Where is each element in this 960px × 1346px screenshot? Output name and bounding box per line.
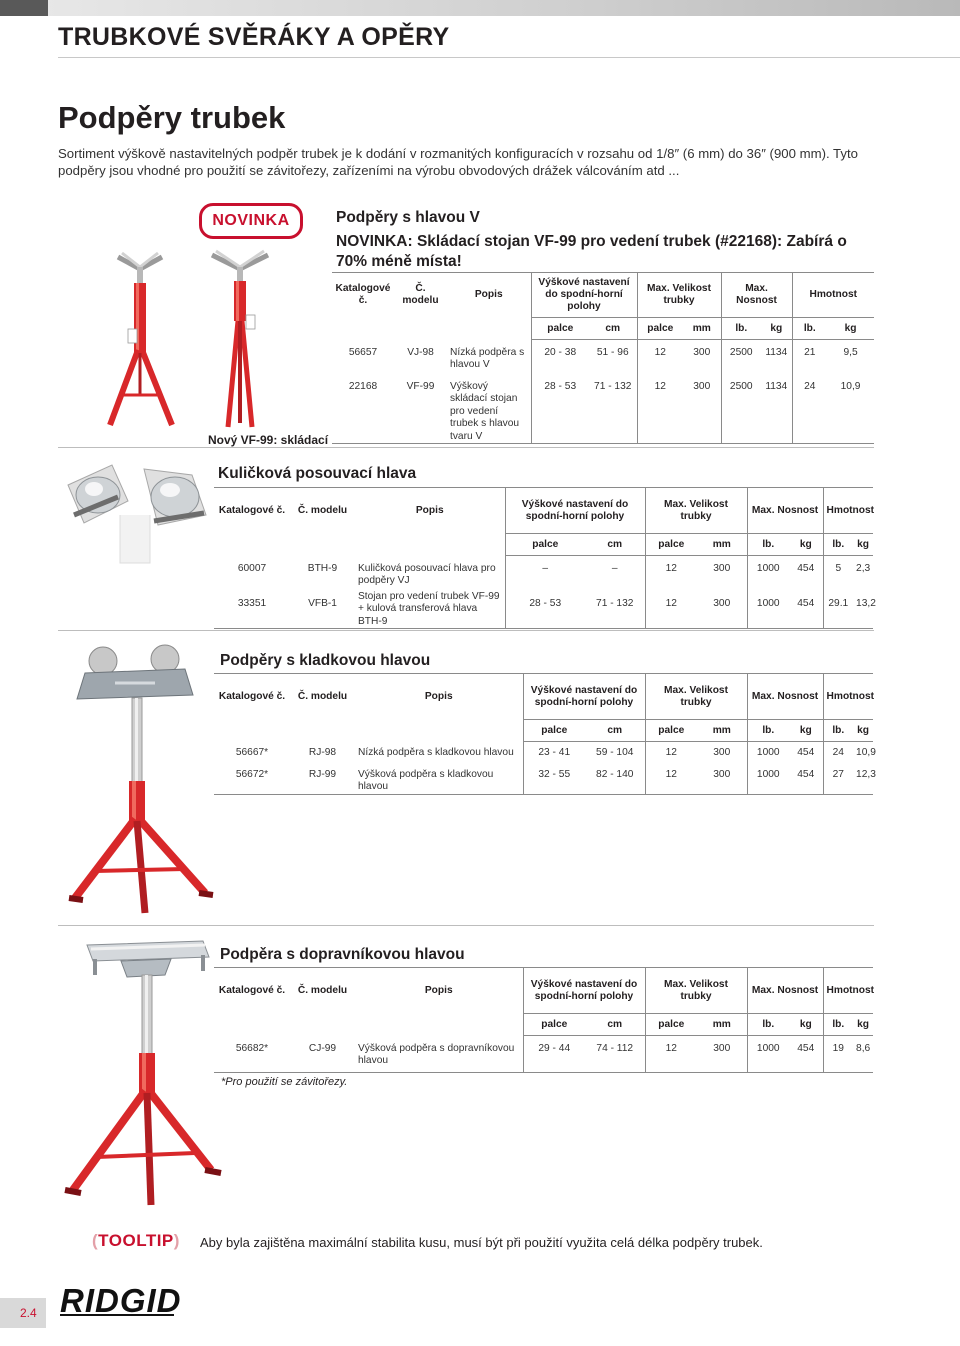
top-bar (0, 0, 960, 16)
value-cell: 12 (645, 764, 697, 795)
tooltip-label-text: TOOLTIP (98, 1231, 174, 1250)
value-cell: – (585, 556, 645, 591)
unit-cell: palce (645, 720, 697, 742)
header-description: Popis (355, 968, 523, 1014)
value-cell: 1134 (761, 375, 792, 444)
value-cell: 28 - 53 (505, 591, 585, 629)
catalog-cell: 60007 (237, 562, 267, 574)
ball-transfer-unit-left (68, 465, 128, 523)
header-weight: Hmotnost (826, 504, 875, 516)
unit-cell: lb. (747, 1014, 789, 1036)
section-divider (58, 630, 874, 631)
value-cell: 1000 (747, 1036, 789, 1073)
unit-cell: lb. (792, 318, 827, 340)
header-weight: Hmotnost (826, 690, 875, 702)
ball-transfer-unit-right (144, 469, 206, 525)
conveyor-head-table (214, 967, 873, 1073)
header-pipe-size: Max. Velikost trubky (645, 968, 747, 1014)
table-row (214, 591, 873, 629)
roller-head-illustration (77, 645, 193, 699)
vf-99-stand-illustration (212, 251, 268, 427)
value-cell: 454 (789, 764, 823, 795)
value-cell: 28 - 53 (531, 375, 589, 444)
unit-cell: kg (789, 1014, 823, 1036)
value-cell: 454 (789, 742, 823, 764)
section-divider (58, 447, 874, 448)
page-number: 2.4 (20, 1306, 37, 1320)
value-cell: 300 (697, 764, 747, 795)
header-catalog: Katalogové č. (335, 283, 391, 307)
intro-paragraph: Sortiment výškově nastavitelných podpěr trubek je k dodání v rozmanitých konfiguracích v rozsahu od 1/8″ (6 mm) do 36″ (900 mm). Tyto podpěry jsou vhodné pro použití se závitořezy, zařízeními na výrobu obvodových drážek válcováním atd ... (58, 146, 858, 178)
unit-cell: palce (645, 534, 697, 556)
tooltip-label (92, 1231, 180, 1251)
value-cell: 1000 (747, 591, 789, 629)
unit-cell: lb. (823, 720, 853, 742)
conveyor-head-title: Podpěra s dopravníkovou hlavou (220, 946, 465, 963)
header-pipe-size: Max. Velikost trubky (637, 273, 721, 318)
vj-98-stand-illustration (110, 253, 172, 425)
header-model: Č. modelu (402, 283, 439, 307)
unit-cell: palce (523, 720, 585, 742)
unit-cell: lb. (823, 534, 853, 556)
v-head-stands-image (100, 245, 280, 435)
ball-head-table (214, 487, 876, 629)
header-height: Výškové nastavení do spodní-horní polohy (505, 488, 645, 534)
ridgid-logo (58, 1282, 182, 1319)
value-cell: 300 (697, 1036, 747, 1073)
unit-cell: kg (827, 318, 874, 340)
header-model: Č. modelu (297, 984, 348, 996)
value-cell: 82 - 140 (585, 764, 645, 795)
model-cell: VJ-98 (407, 346, 434, 358)
value-cell: 71 - 132 (589, 375, 637, 444)
unit-cell: palce (531, 318, 589, 340)
value-cell: 23 - 41 (538, 747, 571, 758)
value-cell: 300 (683, 375, 721, 444)
value-cell: 32 - 55 (523, 764, 585, 795)
conveyor-head-stand-image (35, 935, 225, 1210)
tooltip-close-paren: ) (173, 1231, 180, 1250)
description-cell: Kuličková posouvací hlava pro podpěry VJ (355, 556, 505, 591)
model-cell: RJ-99 (290, 764, 355, 795)
header-pipe-size: Max. Velikost trubky (645, 488, 747, 534)
header-height: Výškové nastavení do spodní-horní polohy (523, 674, 645, 720)
value-cell: 1134 (761, 340, 792, 375)
value-cell: 59 - 104 (585, 742, 645, 764)
header-model: Č. modelu (297, 504, 348, 516)
header-divider (58, 57, 960, 58)
unit-cell: cm (585, 534, 645, 556)
value-cell: 24 (832, 747, 844, 758)
value-cell: 71 - 132 (585, 591, 645, 629)
roller-head-table (214, 673, 876, 795)
footnote: *Pro použití se závitořezy. (221, 1076, 348, 1088)
tooltip-text: Aby byla zajištěna maximální stabilita kusu, musí být při použití využita celá délka podpěry trubek. (200, 1235, 763, 1250)
roller-head-title: Podpěry s kladkovou hlavou (220, 652, 431, 669)
conveyor-head-illustration (87, 941, 209, 977)
top-bar-accent (0, 0, 48, 16)
unit-cell: cm (585, 720, 645, 742)
value-cell: 20 - 38 (544, 347, 577, 358)
value-cell: 454 (789, 591, 823, 629)
header-height: Výškové nastavení do spodní-horní polohy (531, 273, 637, 318)
catalog-cell: 22168 (332, 375, 394, 444)
value-cell: 10,9 (827, 375, 874, 444)
header-description: Popis (355, 674, 523, 720)
value-cell: 13,2 (853, 591, 873, 629)
unit-cell: kg (853, 534, 873, 556)
value-cell: 9,5 (843, 347, 858, 358)
description-cell: Stojan pro vedení trubek VF-99 + kulová transferová hlava BTH-9 (355, 591, 505, 629)
header-model: Č. modelu (297, 690, 348, 702)
section-divider (58, 925, 874, 926)
value-cell: 8,6 (853, 1036, 873, 1073)
catalog-cell: 33351 (214, 591, 290, 629)
header-description: Popis (355, 488, 505, 534)
value-cell: 51 - 96 (589, 340, 637, 375)
description-cell: Výšková podpěra s kladkovou hlavou (355, 764, 523, 795)
table-row (214, 1036, 873, 1073)
unit-cell: cm (589, 318, 637, 340)
header-description: Popis (447, 273, 531, 318)
value-cell: 12 (665, 747, 677, 758)
v-head-table (332, 272, 874, 444)
header-load: Max. Nosnost (747, 674, 823, 720)
unit-cell: mm (697, 534, 747, 556)
unit-cell: palce (505, 534, 585, 556)
model-cell: CJ-99 (290, 1036, 355, 1073)
unit-cell: kg (853, 720, 873, 742)
table-row (214, 556, 873, 591)
value-cell: 300 (697, 742, 747, 764)
catalog-cell: 56672* (214, 764, 290, 795)
roller-head-stand-image (55, 643, 220, 918)
value-cell: 300 (683, 340, 721, 375)
header-pipe-size: Max. Velikost trubky (645, 674, 747, 720)
value-cell: – (542, 563, 549, 574)
value-cell: 300 (697, 591, 747, 629)
value-cell: 454 (789, 556, 823, 591)
description-cell: Výšková podpěra s dopravníkovou hlavou (355, 1036, 523, 1073)
unit-cell: mm (697, 720, 747, 742)
value-cell: 27 (823, 764, 853, 795)
value-cell: 12 (645, 591, 697, 629)
value-cell: 1000 (756, 747, 780, 758)
header-title: TRUBKOVÉ SVĚRÁKY A OPĚRY (58, 23, 450, 51)
value-cell: 1000 (756, 563, 780, 574)
unit-cell: palce (645, 1014, 697, 1036)
header-catalog: Katalogové č. (218, 504, 286, 516)
ball-head-title: Kuličková posouvací hlava (218, 465, 417, 482)
value-cell: 12 (637, 375, 683, 444)
value-cell: 2500 (729, 347, 753, 358)
header-load: Max. Nosnost (721, 273, 792, 318)
value-cell: 12 (665, 563, 677, 574)
header-weight: Hmotnost (809, 289, 858, 300)
value-cell: 454 (789, 1036, 823, 1073)
unit-cell: mm (683, 318, 721, 340)
value-cell: 74 - 112 (585, 1036, 645, 1073)
value-cell: 29.1 (823, 591, 853, 629)
table-row (332, 340, 874, 375)
header-weight: Hmotnost (826, 984, 875, 996)
table-row (332, 375, 874, 444)
header-load: Max. Nosnost (747, 488, 823, 534)
v-head-subtitle: NOVINKA: Skládací stojan VF-99 pro vedení trubek (#22168): Zabírá o 70% méně místa! (336, 233, 847, 270)
value-cell: 12,3 (853, 764, 873, 795)
value-cell: 12 (654, 347, 666, 358)
value-cell: 12 (645, 1036, 697, 1073)
value-cell: 10,9 (856, 747, 876, 758)
description-cell: Nízká podpěra s kladkovou hlavou (355, 742, 523, 764)
value-cell: 21 (804, 347, 816, 358)
unit-cell: palce (523, 1014, 585, 1036)
model-cell: RJ-98 (308, 746, 337, 758)
v-head-title: Podpěry s hlavou V (336, 209, 480, 226)
model-cell: VFB-1 (290, 591, 355, 629)
catalog-cell: 56657 (348, 346, 378, 358)
image-caption: Nový VF-99: skládací (208, 433, 329, 447)
page-title: Podpěry trubek (58, 100, 286, 135)
value-cell: 19 (823, 1036, 853, 1073)
header-catalog: Katalogové č. (218, 984, 286, 996)
unit-cell: lb. (747, 534, 789, 556)
unit-cell: lb. (721, 318, 761, 340)
value-cell: 2500 (721, 375, 761, 444)
description-cell: Výškový skládací stojan pro vedení trubek s hlavou tvaru V (447, 375, 531, 444)
new-badge: NOVINKA (199, 203, 303, 239)
unit-cell: palce (637, 318, 683, 340)
unit-cell: kg (789, 534, 823, 556)
tooltip-open-paren: ( (92, 1231, 99, 1250)
header-load: Max. Nosnost (747, 968, 823, 1014)
unit-cell: kg (761, 318, 792, 340)
description-cell: Nízká podpěra s hlavou V (447, 340, 531, 375)
value-cell: 2,3 (856, 563, 871, 574)
header-catalog: Katalogové č. (218, 690, 286, 702)
table-row (214, 742, 873, 764)
unit-cell: mm (697, 1014, 747, 1036)
unit-cell: cm (585, 1014, 645, 1036)
unit-cell: lb. (747, 720, 789, 742)
table-row (214, 764, 873, 795)
ridgid-logo-text: RIDGID (60, 1282, 182, 1319)
value-cell: 29 - 44 (523, 1036, 585, 1073)
ball-head-image (60, 455, 210, 570)
catalog-cell: 56667* (235, 746, 269, 758)
header-height: Výškové nastavení do spodní-horní polohy (523, 968, 645, 1014)
unit-cell: kg (853, 1014, 873, 1036)
model-cell: BTH-9 (307, 562, 338, 574)
unit-cell: kg (789, 720, 823, 742)
catalog-cell: 56682* (214, 1036, 290, 1073)
model-cell: VF-99 (394, 375, 447, 444)
value-cell: 1000 (747, 764, 789, 795)
unit-cell: lb. (823, 1014, 853, 1036)
value-cell: 300 (697, 556, 747, 591)
value-cell: 5 (835, 563, 842, 574)
value-cell: 24 (792, 375, 827, 444)
